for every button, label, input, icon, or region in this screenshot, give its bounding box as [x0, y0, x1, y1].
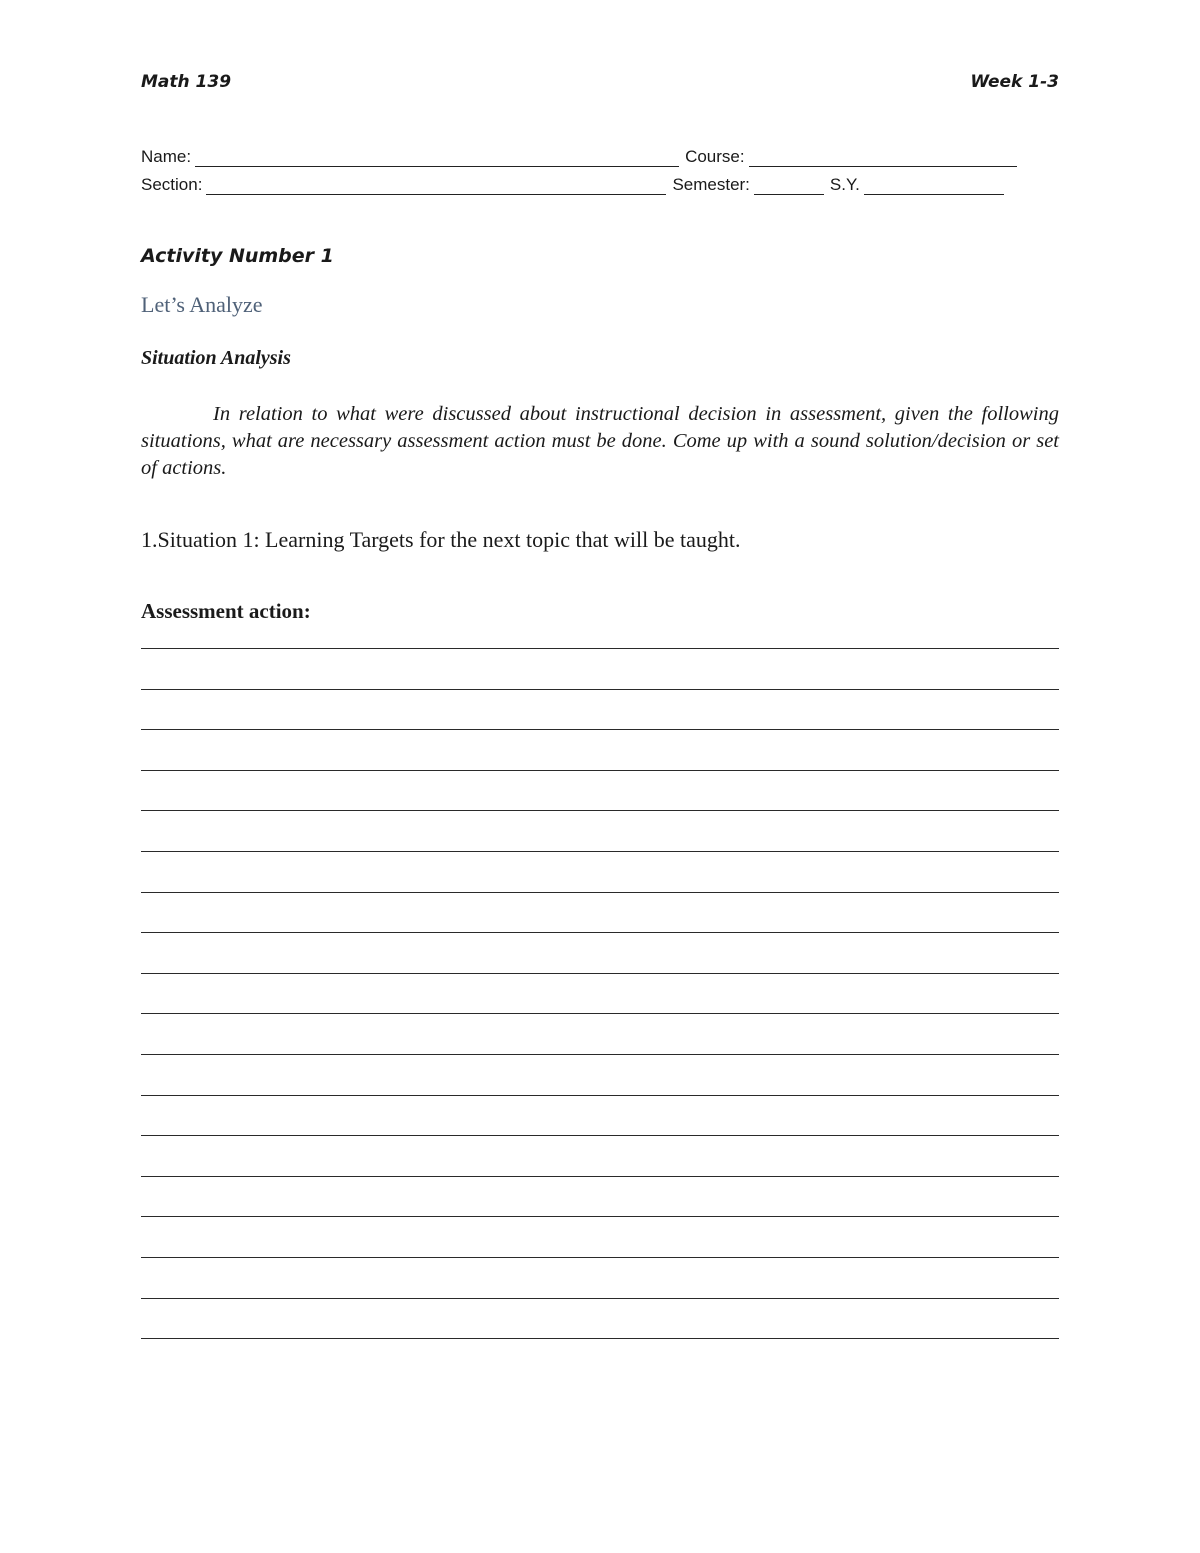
answer-line[interactable] [141, 1054, 1059, 1055]
situation-analysis-heading: Situation Analysis [141, 347, 291, 369]
answer-line[interactable] [141, 973, 1059, 974]
answer-line[interactable] [141, 1013, 1059, 1014]
name-label: Name: [141, 147, 192, 166]
answer-line[interactable] [141, 1095, 1059, 1096]
answer-line[interactable] [141, 689, 1059, 690]
section-field[interactable] [206, 177, 666, 195]
answer-line[interactable] [141, 810, 1059, 811]
semester-field[interactable] [754, 177, 824, 195]
school-year-field[interactable] [864, 177, 1004, 195]
answer-line[interactable] [141, 729, 1059, 730]
name-field[interactable] [195, 149, 679, 167]
section-semester-row [141, 173, 1034, 195]
course-field[interactable] [749, 149, 1017, 167]
instructions-paragraph: In relation to what were discussed about instructional decision in assessment, given the following situations, what are necessary assessment action must be done. Come up with a sound solution/decision or set of actions. [141, 403, 1059, 479]
school-year-label: S.Y. [829, 175, 860, 194]
semester-label: Semester: [672, 175, 750, 194]
answer-line[interactable] [141, 1338, 1059, 1339]
answer-line[interactable] [141, 770, 1059, 771]
situation-1-prompt: 1.Situation 1: Learning Targets for the next topic that will be taught. [141, 527, 741, 552]
answer-line[interactable] [141, 851, 1059, 852]
answer-line[interactable] [141, 892, 1059, 893]
activity-title: Activity Number 1 [141, 245, 334, 267]
answer-line[interactable] [141, 932, 1059, 933]
answer-line[interactable] [141, 1216, 1059, 1217]
course-label: Course: [685, 147, 745, 166]
course-code-header: Math 139 [141, 72, 232, 92]
answer-line[interactable] [141, 1176, 1059, 1177]
answer-line[interactable] [141, 648, 1059, 649]
section-label: Section: [141, 175, 203, 194]
week-range-header: Week 1-3 [970, 72, 1059, 92]
answer-line[interactable] [141, 1298, 1059, 1299]
answer-line[interactable] [141, 1257, 1059, 1258]
answer-line[interactable] [141, 1135, 1059, 1136]
section-subheading: Let’s Analyze [141, 292, 263, 317]
assessment-action-label: Assessment action: [141, 599, 311, 623]
name-course-row [141, 145, 1034, 167]
